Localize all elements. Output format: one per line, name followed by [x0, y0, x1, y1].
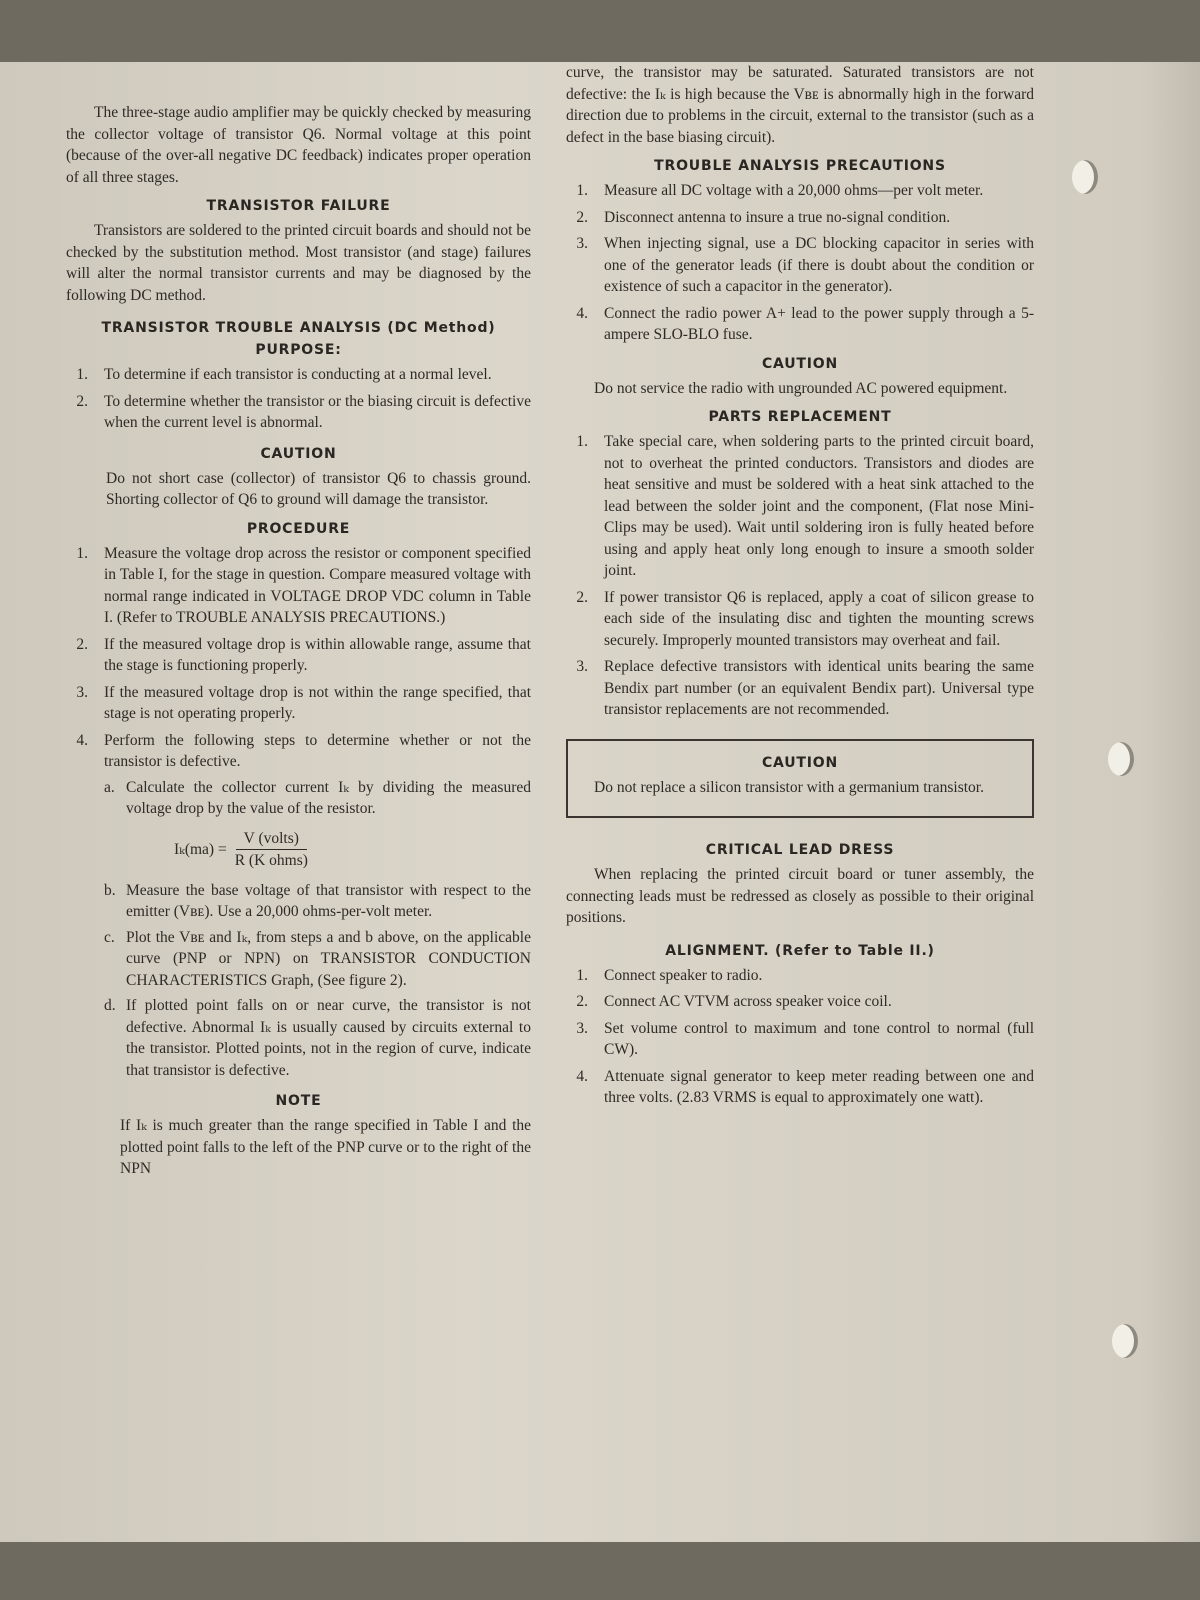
sub-steps-list: [104, 777, 531, 820]
formula-numerator: V (volts): [236, 828, 307, 851]
list-item: 2. Connect AC VTVM across speaker voice coil.: [576, 993, 892, 1010]
caution-heading: CAUTION: [761, 355, 839, 372]
caution-text: Do not replace a silicon transistor with a germanium transistor.: [594, 778, 984, 796]
list-item: 3. When injecting signal, use a DC blocking capacitor in series with one of the generator leads (if there is doubt about the condition or existence of such a capacitor in the generator).: [576, 235, 1034, 295]
list-item: 3. Replace defective transistors with identical units bearing the same Bendix part number (or an equivalent Bendix part). Universal type transistor replacements are not recommended.: [576, 658, 1034, 718]
page-edge-shadow: [1140, 62, 1200, 1542]
list-item: 1. Measure the voltage drop across the resistor or component specified in Table I, for the stage in question. Compare measured voltage with normal range indicated in VOLTAGE DROP VDC column in Table I. (Refer to TROUBLE ANALYSIS PRECAUTIONS.): [76, 544, 531, 626]
lead-dress-heading: CRITICAL LEAD DRESS: [705, 842, 895, 858]
caution-heading: CAUTION: [260, 445, 337, 462]
caution-heading: CAUTION: [761, 754, 839, 771]
purpose-heading: PURPOSE:: [255, 342, 342, 358]
document-page: [0, 62, 1200, 1542]
list-item: 3. Set volume control to maximum and tone control to normal (full CW).: [576, 1019, 1034, 1058]
formula-lhs: Iₖ(ma) =: [174, 840, 227, 858]
parts-list: [566, 431, 1034, 721]
binder-hole-icon: [1112, 1324, 1138, 1358]
note-heading: NOTE: [275, 1093, 322, 1109]
purpose-list: [66, 364, 531, 434]
list-item: a. Calculate the collector current Iₖ by dividing the measured voltage drop by the value of the resistor.: [104, 778, 531, 817]
precautions-list: [566, 180, 1034, 346]
formula-fraction: [235, 828, 308, 872]
list-item: 1. To determine if each transistor is conducting at a normal level.: [76, 366, 492, 383]
binder-hole-icon: [1108, 742, 1134, 776]
caution-block: [594, 378, 1034, 400]
list-item: 4. Connect the radio power A+ lead to the power supply through a 5-ampere SLO-BLO fuse.: [576, 304, 1034, 343]
transistor-failure-heading: TRANSISTOR FAILURE: [206, 198, 391, 214]
precautions-heading: TROUBLE ANALYSIS PRECAUTIONS: [654, 158, 946, 174]
right-column: [566, 62, 1034, 1114]
transistor-failure-paragraph: Transistors are soldered to the printed circuit boards and should not be checked by the substitution method. Most transistor (and stage) failures will alter the normal transistor currents and may be diagnosed by the following DC method.: [66, 222, 531, 304]
list-item: 3. If the measured voltage drop is not within the range specified, that stage is not operating properly.: [76, 683, 531, 722]
alignment-heading: ALIGNMENT. (Refer to Table II.): [665, 942, 935, 959]
binder-hole-icon: [1072, 160, 1098, 194]
caution-text: Do not service the radio with ungrounded AC powered equipment.: [594, 379, 1008, 397]
sub-steps-list: [104, 880, 531, 1082]
procedure-list: [66, 543, 531, 1082]
formula-denominator: R (K ohms): [234, 852, 308, 869]
parts-replacement-heading: PARTS REPLACEMENT: [708, 409, 892, 425]
list-item: b. Measure the base voltage of that transistor with respect to the emitter (Vʙᴇ). Use a 20,000 ohms-per-volt meter.: [104, 881, 531, 920]
caution-block: [106, 468, 531, 511]
procedure-heading: PROCEDURE: [246, 520, 351, 537]
list-item: c. Plot the Vʙᴇ and Iₖ, from steps a and b above, on the applicable curve (PNP or NPN) on TRANSISTOR CONDUCTION CHARACTERISTICS Graph, (See figure 2).: [104, 928, 531, 989]
list-item: d. If plotted point falls on or near curve, the transistor is not defective. Abnormal Iₖ is usually caused by circuits external to the transistor. Plotted points, not in the region of curve, indicate that transistor is defective.: [104, 997, 531, 1079]
continuation-paragraph: curve, the transistor may be saturated. Saturated transistors are not defective: the Iₖ is high because the Vʙᴇ is abnormally high in the forward direction due to problems in the circuit, external to the transistor (such as a defect in the base biasing circuit).: [566, 64, 1034, 146]
lead-dress-paragraph: When replacing the printed circuit board or tuner assembly, the connecting leads must be redressed as closely as possible to their original positions.: [566, 866, 1034, 926]
list-item: 2. Disconnect antenna to insure a true no-signal condition.: [576, 208, 951, 226]
list-item: 1. Connect speaker to radio.: [576, 966, 763, 984]
list-item: 1. Take special care, when soldering parts to the printed circuit board, not to overheat the printed conductors. Transistors and diodes are heat sensitive and must be soldered with a heat sink attached to the lead between the solder joint and the component, (Flat nose Mini-Clips may be used). Wait until soldering iron is fully heated before using and apply heat only long enough to insure a smooth solder joint.: [576, 433, 1034, 579]
caution-box: [566, 739, 1034, 819]
caution-text: Do not short case (collector) of transistor Q6 to chassis ground. Shorting collector of Q6 to ground will damage the transistor.: [106, 469, 531, 508]
list-item: 2. If power transistor Q6 is replaced, apply a coat of silicon grease to each side of the insulating disc and tighten the mounting screws securely. Improperly mounted transistors may overheat and fail.: [576, 588, 1034, 649]
collector-current-formula: [174, 828, 531, 872]
intro-paragraph: The three-stage audio amplifier may be quickly checked by measuring the collector voltage of transistor Q6. Normal voltage at this point (because of the over-all negative DC feedback) indicates proper operation of all three stages.: [66, 104, 531, 186]
note-block: [120, 1115, 531, 1180]
note-text: If Iₖ is much greater than the range specified in Table I and the plotted point falls to the left of the PNP curve or to the right of the NPN: [120, 1117, 531, 1177]
trouble-analysis-heading: TRANSISTOR TROUBLE ANALYSIS (DC Method): [101, 320, 496, 336]
left-column: [66, 102, 531, 1190]
list-item: 2. If the measured voltage drop is within allowable range, assume that the stage is functioning properly.: [76, 635, 531, 674]
list-item: 4. Attenuate signal generator to keep meter reading between one and three volts. (2.83 VRMS is equal to approximately one watt).: [576, 1067, 1034, 1106]
list-item: 1. Measure all DC voltage with a 20,000 ohms—per volt meter.: [576, 182, 984, 199]
list-item: 4. Perform the following steps to determine whether or not the transistor is defective. a. Calculate the collector current Iₖ by dividing the measured voltage drop by the value of the resistor. Iₖ(ma) = $\frac{\text{V (volts)}}{\text{R (K ohms)}}$ b. Measure the base voltage of that transistor with respect to the emitter (Vʙᴇ). Use a 20,000 ohms-per-volt meter. c. Plot the Vʙᴇ and Iₖ, from steps a and b above, on the applicable curve (PNP or NPN) on TRANSISTOR CONDUCTION CHARACTERISTICS Graph, (See figure 2). d. If plotted point falls on or near curve, the transistor is not defective. Abnormal Iₖ is usually caused by circuits external to the transistor. Plotted points, not in the region of curve, indicate that transistor is defective.: [66, 730, 531, 1082]
alignment-list: [566, 965, 1034, 1109]
list-item: 2. To determine whether the transistor or the biasing circuit is defective when the current level is abnormal.: [76, 392, 531, 431]
